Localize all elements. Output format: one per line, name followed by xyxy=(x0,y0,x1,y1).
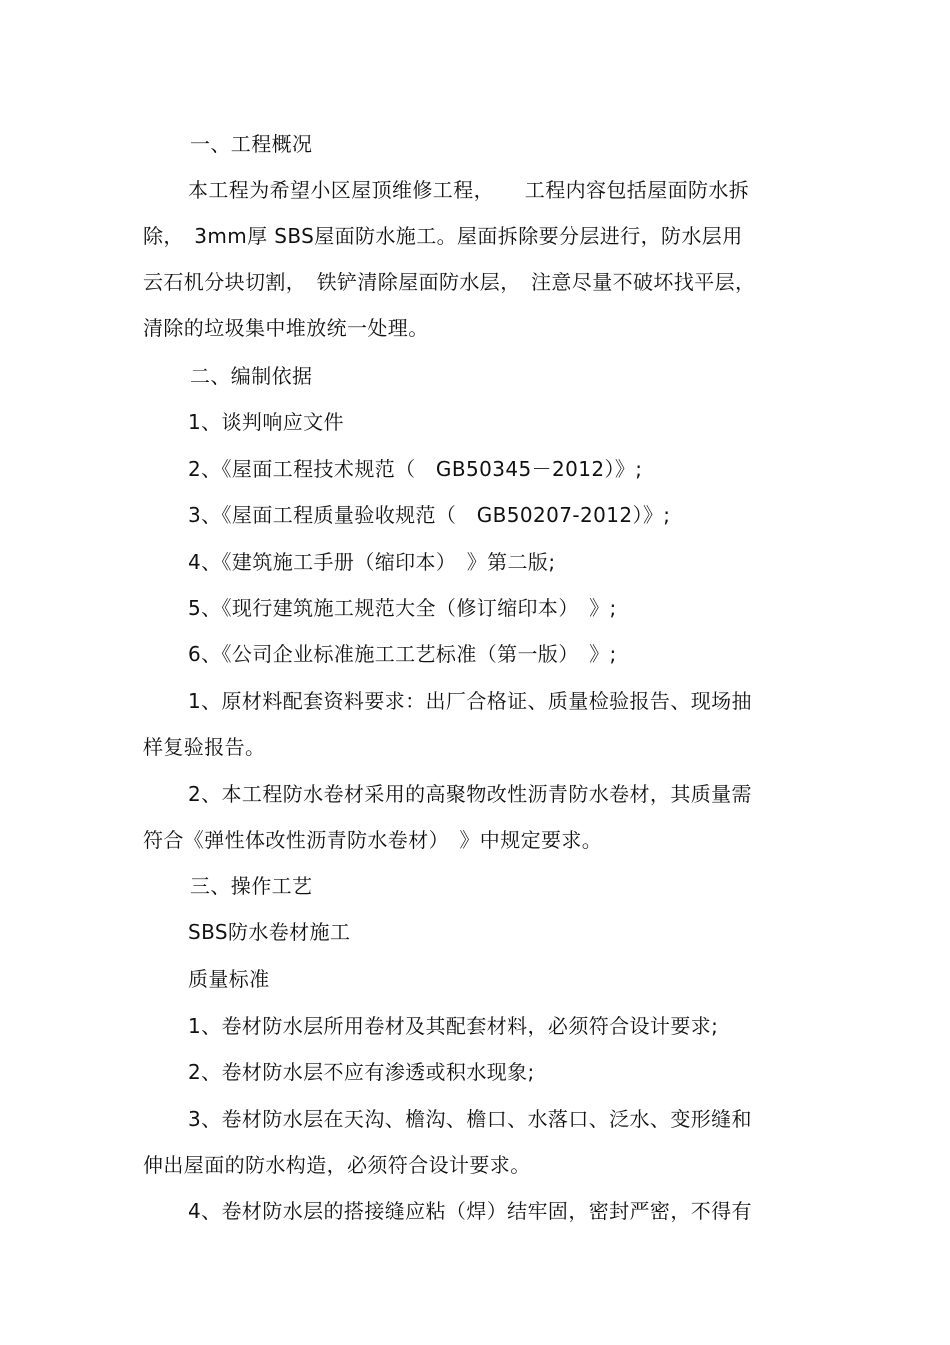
list-item: 4、《建筑施工手册（缩印本） 》第二版; xyxy=(188,550,556,574)
list-item: 3、《屋面工程质量验收规范（ GB50207-2012）》; xyxy=(188,503,671,527)
list-item: 2、卷材防水层不应有渗透或积水现象; xyxy=(188,1060,535,1084)
subheading: SBS防水卷材施工 xyxy=(188,920,351,944)
section-heading-overview: 一、工程概况 xyxy=(190,132,313,156)
list-item-continuation: 样复验报告。 xyxy=(143,735,266,759)
list-item-continuation: 伸出屋面的防水构造，必须符合设计要求。 xyxy=(143,1153,531,1177)
list-item: 5、《现行建筑施工规范大全（修订缩印本） 》; xyxy=(188,596,617,620)
list-item: 2、《屋面工程技术规范（ GB50345－2012）》; xyxy=(188,457,643,481)
list-item: 3、卷材防水层在天沟、檐沟、檐口、水落口、泛水、变形缝和 xyxy=(188,1107,752,1131)
paragraph-line: 清除的垃圾集中堆放统一处理。 xyxy=(143,316,429,340)
section-heading-process: 三、操作工艺 xyxy=(190,874,313,898)
list-item: 1、卷材防水层所用卷材及其配套材料，必须符合设计要求; xyxy=(188,1014,719,1038)
list-item: 6、《公司企业标准施工工艺标准（第一版） 》; xyxy=(188,642,617,666)
list-item: 1、原材料配套资料要求：出厂合格证、质量检验报告、现场抽 xyxy=(188,689,752,713)
subheading: 质量标准 xyxy=(188,967,270,991)
list-item: 4、卷材防水层的搭接缝应粘（焊）结牢固，密封严密，不得有 xyxy=(188,1199,752,1223)
paragraph-line: 除， 3mm厚 SBS屋面防水施工。屋面拆除要分层进行，防水层用 xyxy=(143,224,743,248)
list-item-continuation: 符合《弹性体改性沥青防水卷材） 》中规定要求。 xyxy=(143,828,603,852)
paragraph-line: 本工程为希望小区屋顶维修工程， 工程内容包括屋面防水拆 xyxy=(188,178,750,202)
list-item: 2、本工程防水卷材采用的高聚物改性沥青防水卷材，其质量需 xyxy=(188,782,752,806)
section-heading-basis: 二、编制依据 xyxy=(190,364,313,388)
list-item: 1、谈判响应文件 xyxy=(188,410,344,434)
paragraph-line: 云石机分块切割， 铁铲清除屋面防水层， 注意尽量不破坏找平层， xyxy=(143,270,756,294)
